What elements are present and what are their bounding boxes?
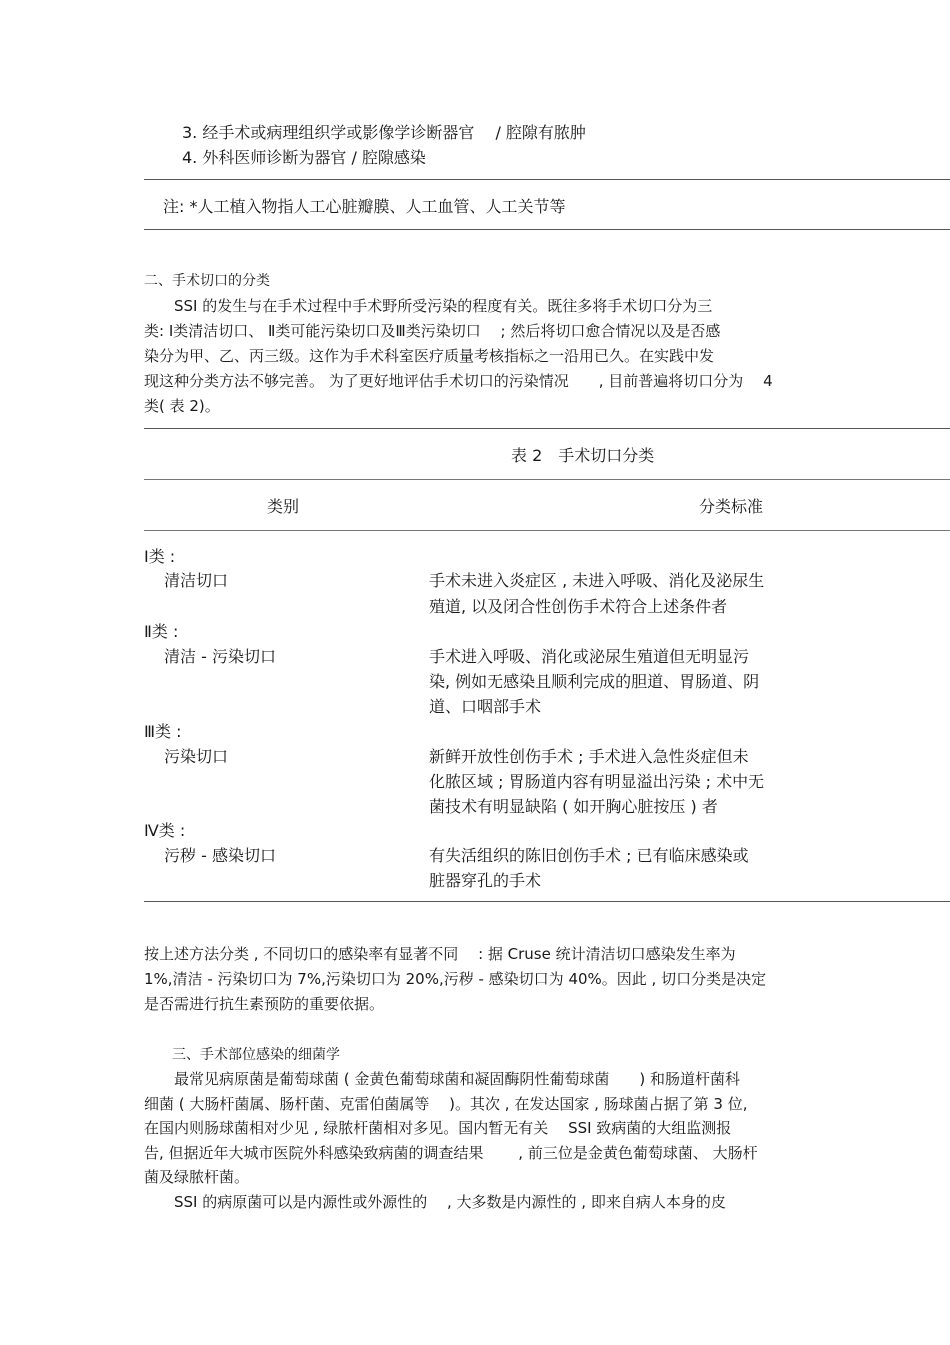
- row-name: 清洁切口: [164, 571, 229, 590]
- row-name: 清洁 - 污染切口: [164, 647, 276, 666]
- column-header-class: 类别: [267, 497, 300, 516]
- paragraph-line: 1%,清洁 - 污染切口为 7%,污染切口为 20%,污秽 - 感染切口为 40%。因此 , 切口分类是决定: [144, 970, 767, 988]
- row-criteria-line: 手术未进入炎症区 , 未进入呼吸、消化及泌尿生: [429, 571, 765, 590]
- paragraph-line: 是否需进行抗生素预防的重要依据。: [144, 995, 385, 1013]
- row-class-label: Ⅲ类 :: [144, 722, 182, 741]
- header-rule: [144, 530, 950, 531]
- row-criteria-line: 殖道, 以及闭合性创伤手术符合上述条件者: [429, 597, 728, 616]
- row-name: 污秽 - 感染切口: [164, 846, 276, 865]
- paragraph-line: SSI 的病原菌可以是内源性或外源性的 , 大多数是内源性的 , 即来自病人本身的皮: [144, 1193, 726, 1211]
- row-criteria-line: 菌技术有明显缺陷 ( 如开胸心脏按压 ) 者: [429, 797, 718, 816]
- paragraph-line: 染分为甲、乙、丙三级。这作为手术科室医疗质量考核指标之一沿用已久。在实践中发: [144, 347, 715, 365]
- paragraph-line: 现这种分类方法不够完善。 为了更好地评估手术切口的污染情况 , 目前普遍将切口分为 4: [144, 372, 773, 390]
- column-header-criteria: 分类标准: [699, 497, 764, 516]
- list-item-3: 3. 经手术或病理组织学或影像学诊断器官 / 腔隙有脓肿: [182, 123, 586, 142]
- paragraph-line: 类( 表 2)。: [144, 397, 220, 415]
- row-criteria-line: 有失活组织的陈旧创伤手术 ; 已有临床感染或: [429, 846, 749, 865]
- note-bottom-rule: [144, 229, 950, 230]
- row-criteria-line: 手术进入呼吸、消化或泌尿生殖道但无明显污: [429, 647, 750, 666]
- row-criteria-line: 道、口咽部手术: [429, 697, 542, 716]
- row-class-label: Ⅱ类 :: [144, 622, 179, 641]
- paragraph-line: 菌及绿脓杆菌。: [144, 1168, 250, 1186]
- section-heading: 二、手术切口的分类: [144, 273, 270, 289]
- paragraph-line: 细菌 ( 大肠杆菌属、肠杆菌、克雷伯菌属等 )。其次 , 在发达国家 , 肠球菌占据了第 3 位,: [144, 1095, 748, 1113]
- paragraph-line: 告, 但据近年大城市医院外科感染致病菌的调查结果 , 前三位是金黄色葡萄球菌、 大肠杆: [144, 1144, 758, 1162]
- caption-rule: [144, 479, 950, 480]
- list-item-4: 4. 外科医师诊断为器官 / 腔隙感染: [182, 148, 426, 167]
- note-top-rule: [144, 179, 950, 180]
- row-class-label: Ⅳ类 :: [144, 821, 186, 840]
- paragraph-line: SSI 的发生与在手术过程中手术野所受污染的程度有关。既往多将手术切口分为三: [144, 297, 713, 315]
- table-top-rule: [144, 428, 950, 429]
- row-criteria-line: 染, 例如无感染且顺利完成的胆道、胃肠道、阴: [429, 672, 760, 691]
- row-criteria-line: 化脓区域 ; 胃肠道内容有明显溢出污染 ; 术中无: [429, 772, 765, 791]
- paragraph-line: 在国内则肠球菌相对少见 , 绿脓杆菌相对多见。国内暂无有关 SSI 致病菌的大组监测报: [144, 1119, 732, 1137]
- section-heading: 三、手术部位感染的细菌学: [144, 1047, 340, 1063]
- paragraph-line: 按上述方法分类 , 不同切口的感染率有显著不同 : 据 Cruse 统计清洁切口感染发生率为: [144, 945, 736, 963]
- row-class-label: Ⅰ类 :: [144, 547, 176, 566]
- note-text: 注: *人工植入物指人工心脏瓣膜、人工血管、人工关节等: [163, 197, 566, 216]
- row-name: 污染切口: [164, 747, 229, 766]
- paragraph-line: 最常见病原菌是葡萄球菌 ( 金黄色葡萄球菌和凝固酶阴性葡萄球菌 ) 和肠道杆菌科: [144, 1070, 741, 1088]
- table-caption: 表 2 手术切口分类: [511, 446, 655, 465]
- paragraph-line: 类: Ⅰ类清洁切口、 Ⅱ类可能污染切口及Ⅲ类污染切口 ; 然后将切口愈合情况以及是否感: [144, 322, 721, 340]
- row-criteria-line: 脏器穿孔的手术: [429, 871, 542, 890]
- row-criteria-line: 新鲜开放性创伤手术 ; 手术进入急性炎症但未: [429, 747, 749, 766]
- table-bottom-rule: [144, 901, 950, 902]
